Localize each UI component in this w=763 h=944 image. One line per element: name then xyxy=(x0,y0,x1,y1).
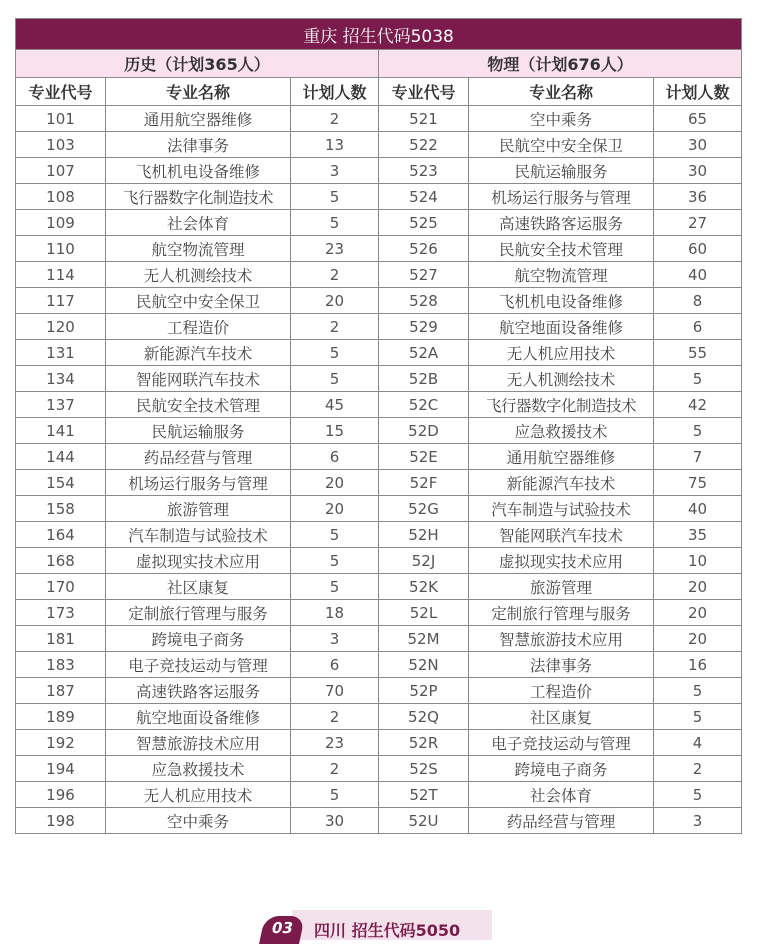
physics-count-cell: 6 xyxy=(654,314,742,340)
history-group-header: 历史（计划365人） xyxy=(16,50,379,78)
physics-name-cell: 旅游管理 xyxy=(469,574,654,600)
history-name-cell: 新能源汽车技术 xyxy=(106,340,291,366)
history-code-cell: 141 xyxy=(16,418,106,444)
history-name-cell: 电子竞技运动与管理 xyxy=(106,652,291,678)
history-code-cell: 103 xyxy=(16,132,106,158)
physics-name-cell: 工程造价 xyxy=(469,678,654,704)
physics-count-cell: 5 xyxy=(654,418,742,444)
physics-code-cell: 523 xyxy=(379,158,469,184)
physics-name-cell: 通用航空器维修 xyxy=(469,444,654,470)
history-name-cell: 跨境电子商务 xyxy=(106,626,291,652)
history-code-cell: 107 xyxy=(16,158,106,184)
history-code-cell: 110 xyxy=(16,236,106,262)
enrollment-plan-table xyxy=(15,18,742,834)
physics-name-header: 专业名称 xyxy=(469,78,654,106)
group-header-row xyxy=(16,50,742,78)
physics-code-cell: 52K xyxy=(379,574,469,600)
physics-code-cell: 525 xyxy=(379,210,469,236)
physics-count-cell: 2 xyxy=(654,756,742,782)
history-name-cell: 机场运行服务与管理 xyxy=(106,470,291,496)
physics-count-cell: 5 xyxy=(654,704,742,730)
physics-count-cell: 55 xyxy=(654,340,742,366)
history-name-cell: 民航运输服务 xyxy=(106,418,291,444)
physics-code-cell: 52B xyxy=(379,366,469,392)
table-row xyxy=(16,808,742,834)
physics-count-cell: 3 xyxy=(654,808,742,834)
physics-code-cell: 52L xyxy=(379,600,469,626)
table-row xyxy=(16,236,742,262)
physics-count-cell: 10 xyxy=(654,548,742,574)
history-count-header: 计划人数 xyxy=(291,78,379,106)
physics-count-cell: 16 xyxy=(654,652,742,678)
history-code-cell: 170 xyxy=(16,574,106,600)
table-row xyxy=(16,418,742,444)
table-row xyxy=(16,392,742,418)
physics-count-cell: 30 xyxy=(654,158,742,184)
history-code-cell: 198 xyxy=(16,808,106,834)
history-count-cell: 5 xyxy=(291,574,379,600)
physics-count-cell: 5 xyxy=(654,782,742,808)
history-code-cell: 158 xyxy=(16,496,106,522)
physics-name-cell: 虚拟现实技术应用 xyxy=(469,548,654,574)
history-name-cell: 无人机测绘技术 xyxy=(106,262,291,288)
table-row xyxy=(16,522,742,548)
history-name-cell: 社会体育 xyxy=(106,210,291,236)
table-row xyxy=(16,262,742,288)
physics-name-cell: 定制旅行管理与服务 xyxy=(469,600,654,626)
table-row xyxy=(16,470,742,496)
physics-name-cell: 智能网联汽车技术 xyxy=(469,522,654,548)
table-row xyxy=(16,314,742,340)
physics-name-cell: 民航空中安全保卫 xyxy=(469,132,654,158)
table-title-row xyxy=(16,19,742,50)
table-row xyxy=(16,548,742,574)
history-code-cell: 137 xyxy=(16,392,106,418)
physics-code-cell: 526 xyxy=(379,236,469,262)
physics-code-cell: 52N xyxy=(379,652,469,678)
physics-name-cell: 汽车制造与试验技术 xyxy=(469,496,654,522)
table-row xyxy=(16,106,742,132)
history-count-cell: 20 xyxy=(291,496,379,522)
history-code-cell: 134 xyxy=(16,366,106,392)
physics-count-header: 计划人数 xyxy=(654,78,742,106)
history-code-header: 专业代号 xyxy=(16,78,106,106)
history-name-cell: 汽车制造与试验技术 xyxy=(106,522,291,548)
physics-count-cell: 20 xyxy=(654,574,742,600)
history-count-cell: 5 xyxy=(291,548,379,574)
physics-count-cell: 20 xyxy=(654,600,742,626)
history-count-cell: 2 xyxy=(291,106,379,132)
physics-code-cell: 52E xyxy=(379,444,469,470)
physics-count-cell: 36 xyxy=(654,184,742,210)
history-name-cell: 飞行器数字化制造技术 xyxy=(106,184,291,210)
physics-code-cell: 52P xyxy=(379,678,469,704)
history-code-cell: 109 xyxy=(16,210,106,236)
physics-code-cell: 52G xyxy=(379,496,469,522)
physics-name-cell: 法律事务 xyxy=(469,652,654,678)
history-name-cell: 高速铁路客运服务 xyxy=(106,678,291,704)
history-code-cell: 173 xyxy=(16,600,106,626)
history-name-cell: 民航安全技术管理 xyxy=(106,392,291,418)
physics-code-cell: 52T xyxy=(379,782,469,808)
history-count-cell: 5 xyxy=(291,210,379,236)
history-name-cell: 虚拟现实技术应用 xyxy=(106,548,291,574)
table-row xyxy=(16,366,742,392)
physics-count-cell: 7 xyxy=(654,444,742,470)
history-name-cell: 应急救援技术 xyxy=(106,756,291,782)
physics-name-cell: 航空物流管理 xyxy=(469,262,654,288)
table-title: 重庆 招生代码5038 xyxy=(16,19,742,50)
physics-name-cell: 药品经营与管理 xyxy=(469,808,654,834)
physics-name-cell: 社区康复 xyxy=(469,704,654,730)
history-code-cell: 117 xyxy=(16,288,106,314)
history-count-cell: 2 xyxy=(291,756,379,782)
physics-group-header: 物理（计划676人） xyxy=(379,50,742,78)
history-name-cell: 飞机机电设备维修 xyxy=(106,158,291,184)
history-count-cell: 70 xyxy=(291,678,379,704)
history-code-cell: 154 xyxy=(16,470,106,496)
badge-number: 03 xyxy=(259,916,305,944)
history-name-cell: 无人机应用技术 xyxy=(106,782,291,808)
physics-count-cell: 42 xyxy=(654,392,742,418)
physics-name-cell: 无人机应用技术 xyxy=(469,340,654,366)
history-count-cell: 3 xyxy=(291,158,379,184)
physics-code-cell: 52D xyxy=(379,418,469,444)
physics-code-cell: 52F xyxy=(379,470,469,496)
physics-name-cell: 民航安全技术管理 xyxy=(469,236,654,262)
physics-name-cell: 机场运行服务与管理 xyxy=(469,184,654,210)
column-header-row xyxy=(16,78,742,106)
table-row xyxy=(16,184,742,210)
table-row xyxy=(16,600,742,626)
physics-name-cell: 空中乘务 xyxy=(469,106,654,132)
table-row xyxy=(16,210,742,236)
table-row xyxy=(16,652,742,678)
physics-name-cell: 智慧旅游技术应用 xyxy=(469,626,654,652)
history-name-cell: 社区康复 xyxy=(106,574,291,600)
history-count-cell: 23 xyxy=(291,236,379,262)
physics-name-cell: 高速铁路客运服务 xyxy=(469,210,654,236)
history-code-cell: 108 xyxy=(16,184,106,210)
history-count-cell: 45 xyxy=(291,392,379,418)
history-count-cell: 20 xyxy=(291,288,379,314)
history-code-cell: 164 xyxy=(16,522,106,548)
physics-count-cell: 40 xyxy=(654,262,742,288)
table-row xyxy=(16,756,742,782)
physics-code-cell: 521 xyxy=(379,106,469,132)
history-count-cell: 6 xyxy=(291,652,379,678)
physics-name-cell: 新能源汽车技术 xyxy=(469,470,654,496)
physics-code-cell: 522 xyxy=(379,132,469,158)
history-code-cell: 181 xyxy=(16,626,106,652)
physics-code-cell: 52J xyxy=(379,548,469,574)
physics-code-cell: 52M xyxy=(379,626,469,652)
history-count-cell: 30 xyxy=(291,808,379,834)
history-name-cell: 航空地面设备维修 xyxy=(106,704,291,730)
physics-code-cell: 528 xyxy=(379,288,469,314)
physics-count-cell: 35 xyxy=(654,522,742,548)
history-name-cell: 药品经营与管理 xyxy=(106,444,291,470)
history-name-cell: 航空物流管理 xyxy=(106,236,291,262)
physics-name-cell: 社会体育 xyxy=(469,782,654,808)
physics-count-cell: 8 xyxy=(654,288,742,314)
physics-count-cell: 20 xyxy=(654,626,742,652)
next-section-badge xyxy=(258,910,506,940)
history-code-cell: 194 xyxy=(16,756,106,782)
physics-name-cell: 跨境电子商务 xyxy=(469,756,654,782)
history-code-cell: 189 xyxy=(16,704,106,730)
physics-code-cell: 52R xyxy=(379,730,469,756)
history-code-cell: 101 xyxy=(16,106,106,132)
physics-name-cell: 电子竞技运动与管理 xyxy=(469,730,654,756)
table-row xyxy=(16,704,742,730)
physics-name-cell: 应急救援技术 xyxy=(469,418,654,444)
history-count-cell: 13 xyxy=(291,132,379,158)
history-count-cell: 6 xyxy=(291,444,379,470)
table-row xyxy=(16,288,742,314)
physics-code-cell: 529 xyxy=(379,314,469,340)
history-code-cell: 187 xyxy=(16,678,106,704)
physics-code-header: 专业代号 xyxy=(379,78,469,106)
history-count-cell: 5 xyxy=(291,340,379,366)
history-code-cell: 168 xyxy=(16,548,106,574)
physics-code-cell: 52U xyxy=(379,808,469,834)
physics-count-cell: 4 xyxy=(654,730,742,756)
history-count-cell: 5 xyxy=(291,782,379,808)
physics-count-cell: 5 xyxy=(654,678,742,704)
history-count-cell: 18 xyxy=(291,600,379,626)
history-code-cell: 120 xyxy=(16,314,106,340)
physics-count-cell: 40 xyxy=(654,496,742,522)
history-name-cell: 工程造价 xyxy=(106,314,291,340)
table-row xyxy=(16,444,742,470)
history-count-cell: 23 xyxy=(291,730,379,756)
badge-title: 四川 招生代码5050 xyxy=(314,921,461,940)
physics-code-cell: 52S xyxy=(379,756,469,782)
table-row xyxy=(16,132,742,158)
physics-count-cell: 65 xyxy=(654,106,742,132)
physics-code-cell: 527 xyxy=(379,262,469,288)
history-count-cell: 2 xyxy=(291,262,379,288)
physics-count-cell: 75 xyxy=(654,470,742,496)
physics-code-cell: 52A xyxy=(379,340,469,366)
table-row xyxy=(16,626,742,652)
history-code-cell: 196 xyxy=(16,782,106,808)
history-code-cell: 192 xyxy=(16,730,106,756)
physics-count-cell: 5 xyxy=(654,366,742,392)
table-row xyxy=(16,340,742,366)
table-row xyxy=(16,730,742,756)
table-row xyxy=(16,782,742,808)
table-row xyxy=(16,678,742,704)
table-row xyxy=(16,158,742,184)
physics-name-cell: 航空地面设备维修 xyxy=(469,314,654,340)
physics-code-cell: 52H xyxy=(379,522,469,548)
history-count-cell: 15 xyxy=(291,418,379,444)
history-code-cell: 144 xyxy=(16,444,106,470)
history-name-cell: 定制旅行管理与服务 xyxy=(106,600,291,626)
physics-count-cell: 60 xyxy=(654,236,742,262)
physics-name-cell: 民航运输服务 xyxy=(469,158,654,184)
physics-name-cell: 飞行器数字化制造技术 xyxy=(469,392,654,418)
history-name-cell: 通用航空器维修 xyxy=(106,106,291,132)
history-code-cell: 114 xyxy=(16,262,106,288)
history-count-cell: 2 xyxy=(291,314,379,340)
history-count-cell: 5 xyxy=(291,522,379,548)
physics-count-cell: 27 xyxy=(654,210,742,236)
history-name-header: 专业名称 xyxy=(106,78,291,106)
physics-count-cell: 30 xyxy=(654,132,742,158)
history-name-cell: 旅游管理 xyxy=(106,496,291,522)
table-row xyxy=(16,574,742,600)
history-name-cell: 智能网联汽车技术 xyxy=(106,366,291,392)
enrollment-plan-section xyxy=(15,18,741,834)
history-count-cell: 2 xyxy=(291,704,379,730)
history-count-cell: 3 xyxy=(291,626,379,652)
physics-name-cell: 飞机机电设备维修 xyxy=(469,288,654,314)
table-row xyxy=(16,496,742,522)
history-count-cell: 20 xyxy=(291,470,379,496)
history-count-cell: 5 xyxy=(291,184,379,210)
history-name-cell: 智慧旅游技术应用 xyxy=(106,730,291,756)
physics-code-cell: 52Q xyxy=(379,704,469,730)
physics-name-cell: 无人机测绘技术 xyxy=(469,366,654,392)
physics-code-cell: 524 xyxy=(379,184,469,210)
table-body xyxy=(16,106,742,834)
history-code-cell: 183 xyxy=(16,652,106,678)
history-name-cell: 法律事务 xyxy=(106,132,291,158)
physics-code-cell: 52C xyxy=(379,392,469,418)
history-code-cell: 131 xyxy=(16,340,106,366)
history-count-cell: 5 xyxy=(291,366,379,392)
history-name-cell: 空中乘务 xyxy=(106,808,291,834)
history-name-cell: 民航空中安全保卫 xyxy=(106,288,291,314)
